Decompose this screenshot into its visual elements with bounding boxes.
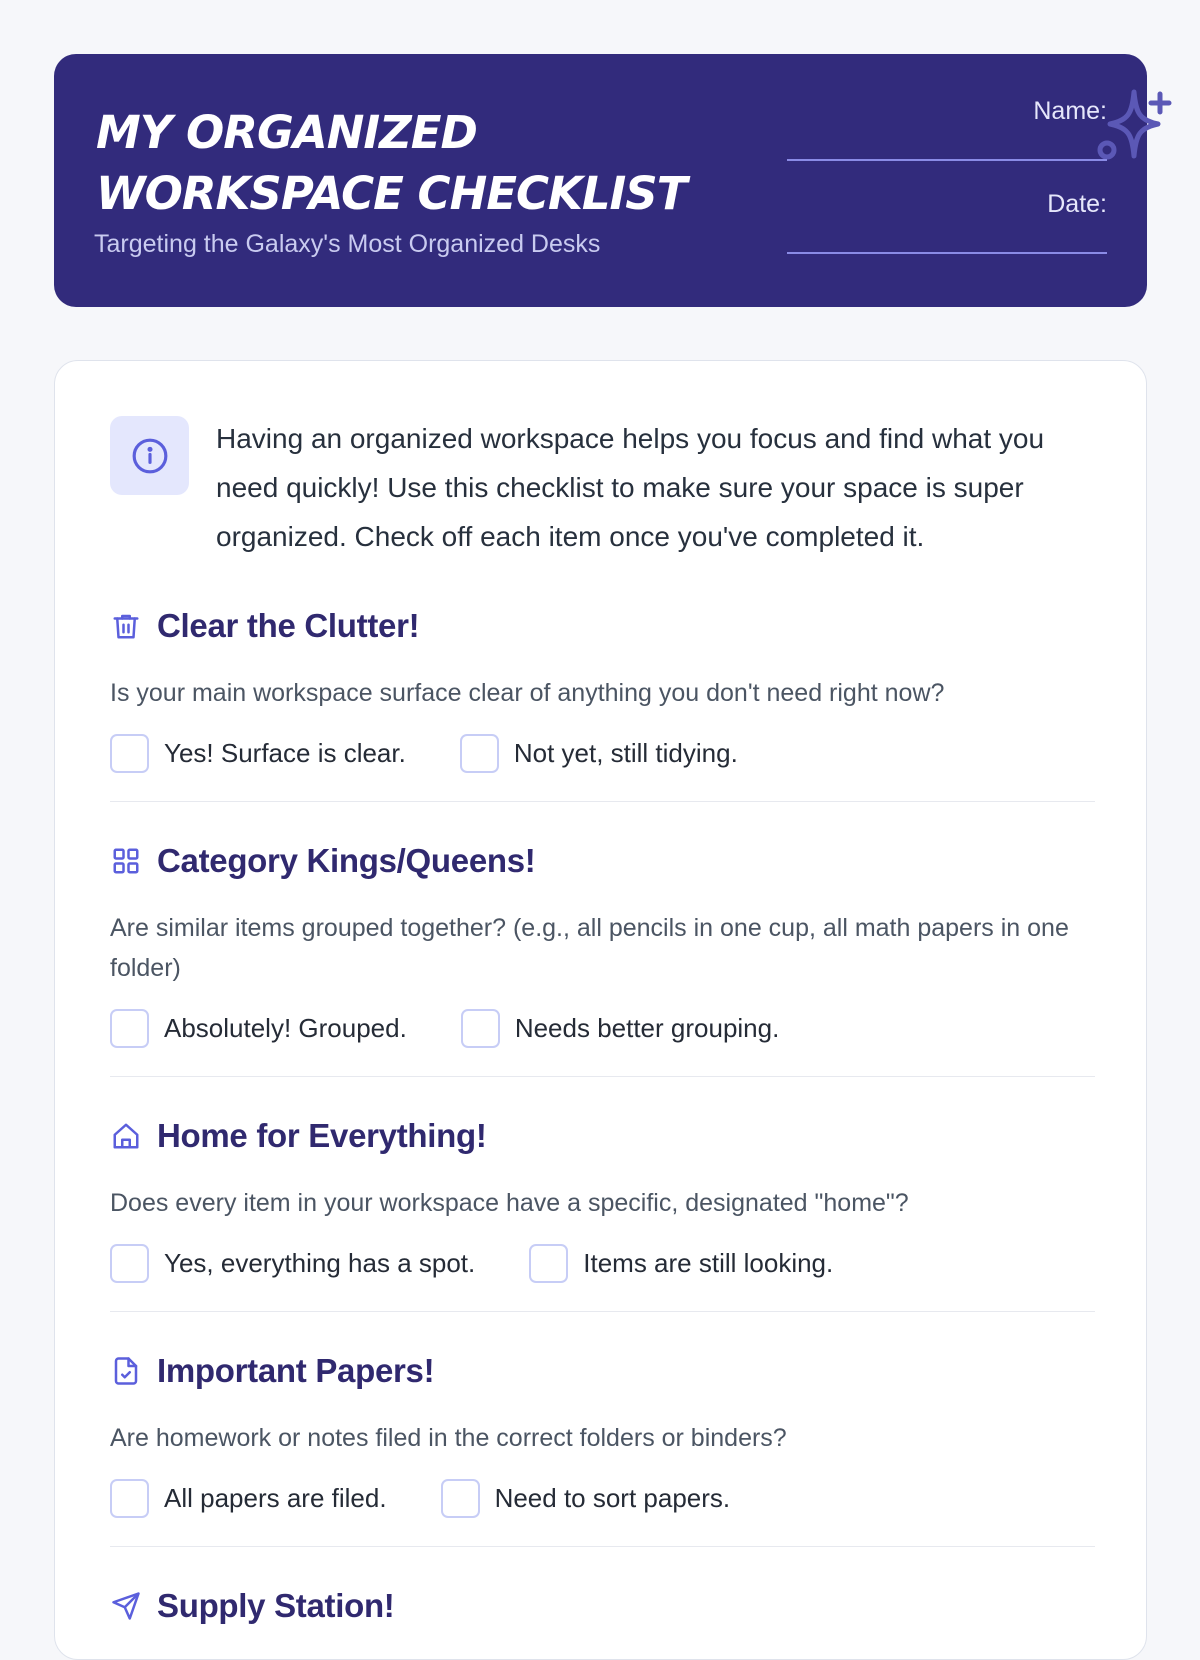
date-label: Date: xyxy=(1047,190,1107,218)
option-label: Needs better grouping. xyxy=(514,1012,780,1043)
option-label: All papers are filed. xyxy=(164,1482,387,1513)
section-home xyxy=(110,1116,1095,1312)
document-check-icon xyxy=(110,1355,142,1387)
option-no[interactable] xyxy=(529,1244,833,1283)
section-question: Are homework or notes filed in the correct folders or binders? xyxy=(110,1424,787,1452)
section-title: Clear the Clutter! xyxy=(157,607,420,644)
checkbox[interactable] xyxy=(110,1009,149,1048)
section-category xyxy=(110,841,1095,1077)
option-yes[interactable] xyxy=(110,1244,475,1283)
checkbox[interactable] xyxy=(441,1479,480,1518)
option-label: Items are still looking. xyxy=(583,1247,834,1278)
section-question: Does every item in your workspace have a specific, designated "home"? xyxy=(110,1189,909,1217)
section-title: Supply Station! xyxy=(157,1587,395,1624)
section-supply xyxy=(110,1586,1095,1626)
date-line[interactable] xyxy=(787,252,1107,254)
option-no[interactable] xyxy=(441,1479,731,1518)
home-icon xyxy=(110,1120,142,1152)
option-no[interactable] xyxy=(461,1009,780,1048)
checklist-card xyxy=(54,360,1147,1660)
checkbox[interactable] xyxy=(110,734,149,773)
section-question: Is your main workspace surface clear of anything you don't need right now? xyxy=(110,679,945,707)
section-clear-clutter xyxy=(110,606,1095,802)
option-label: Absolutely! Grouped. xyxy=(164,1012,407,1043)
info-icon-box xyxy=(110,416,189,495)
divider xyxy=(110,1546,1095,1547)
grid-icon xyxy=(110,845,142,877)
option-label: Yes, everything has a spot. xyxy=(164,1247,476,1278)
name-line[interactable] xyxy=(787,159,1107,161)
section-title: Home for Everything! xyxy=(157,1117,487,1154)
checkbox[interactable] xyxy=(110,1479,149,1518)
section-title: Important Papers! xyxy=(157,1352,435,1389)
page-title: MY ORGANIZED WORKSPACE CHECKLIST xyxy=(96,106,687,220)
divider xyxy=(110,801,1095,802)
section-papers xyxy=(110,1351,1095,1547)
checkbox[interactable] xyxy=(110,1244,149,1283)
info-icon xyxy=(131,437,169,475)
sparkle-icon xyxy=(1098,84,1170,164)
section-title: Category Kings/Queens! xyxy=(157,842,536,879)
option-label: Need to sort papers. xyxy=(494,1482,731,1513)
page-header xyxy=(54,54,1147,307)
checkbox[interactable] xyxy=(460,734,499,773)
section-question: Are similar items grouped together? (e.g., all pencils in one cup, all math papers in one folder) xyxy=(110,914,1069,982)
name-label: Name: xyxy=(1033,97,1107,125)
option-label: Not yet, still tidying. xyxy=(513,737,738,768)
checkbox[interactable] xyxy=(529,1244,568,1283)
paper-plane-icon xyxy=(110,1590,142,1622)
option-yes[interactable] xyxy=(110,734,406,773)
trash-icon xyxy=(110,610,142,642)
option-yes[interactable] xyxy=(110,1479,387,1518)
option-yes[interactable] xyxy=(110,1009,407,1048)
intro-text: Having an organized workspace helps you focus and find what you need quickly! Use this checklist to make sure your space is super organized. Check off each item once you've completed it. xyxy=(216,423,1045,552)
divider xyxy=(110,1076,1095,1077)
divider xyxy=(110,1311,1095,1312)
checkbox[interactable] xyxy=(461,1009,500,1048)
page-subtitle: Targeting the Galaxy's Most Organized Desks xyxy=(94,230,601,258)
option-no[interactable] xyxy=(460,734,738,773)
option-label: Yes! Surface is clear. xyxy=(164,737,406,768)
